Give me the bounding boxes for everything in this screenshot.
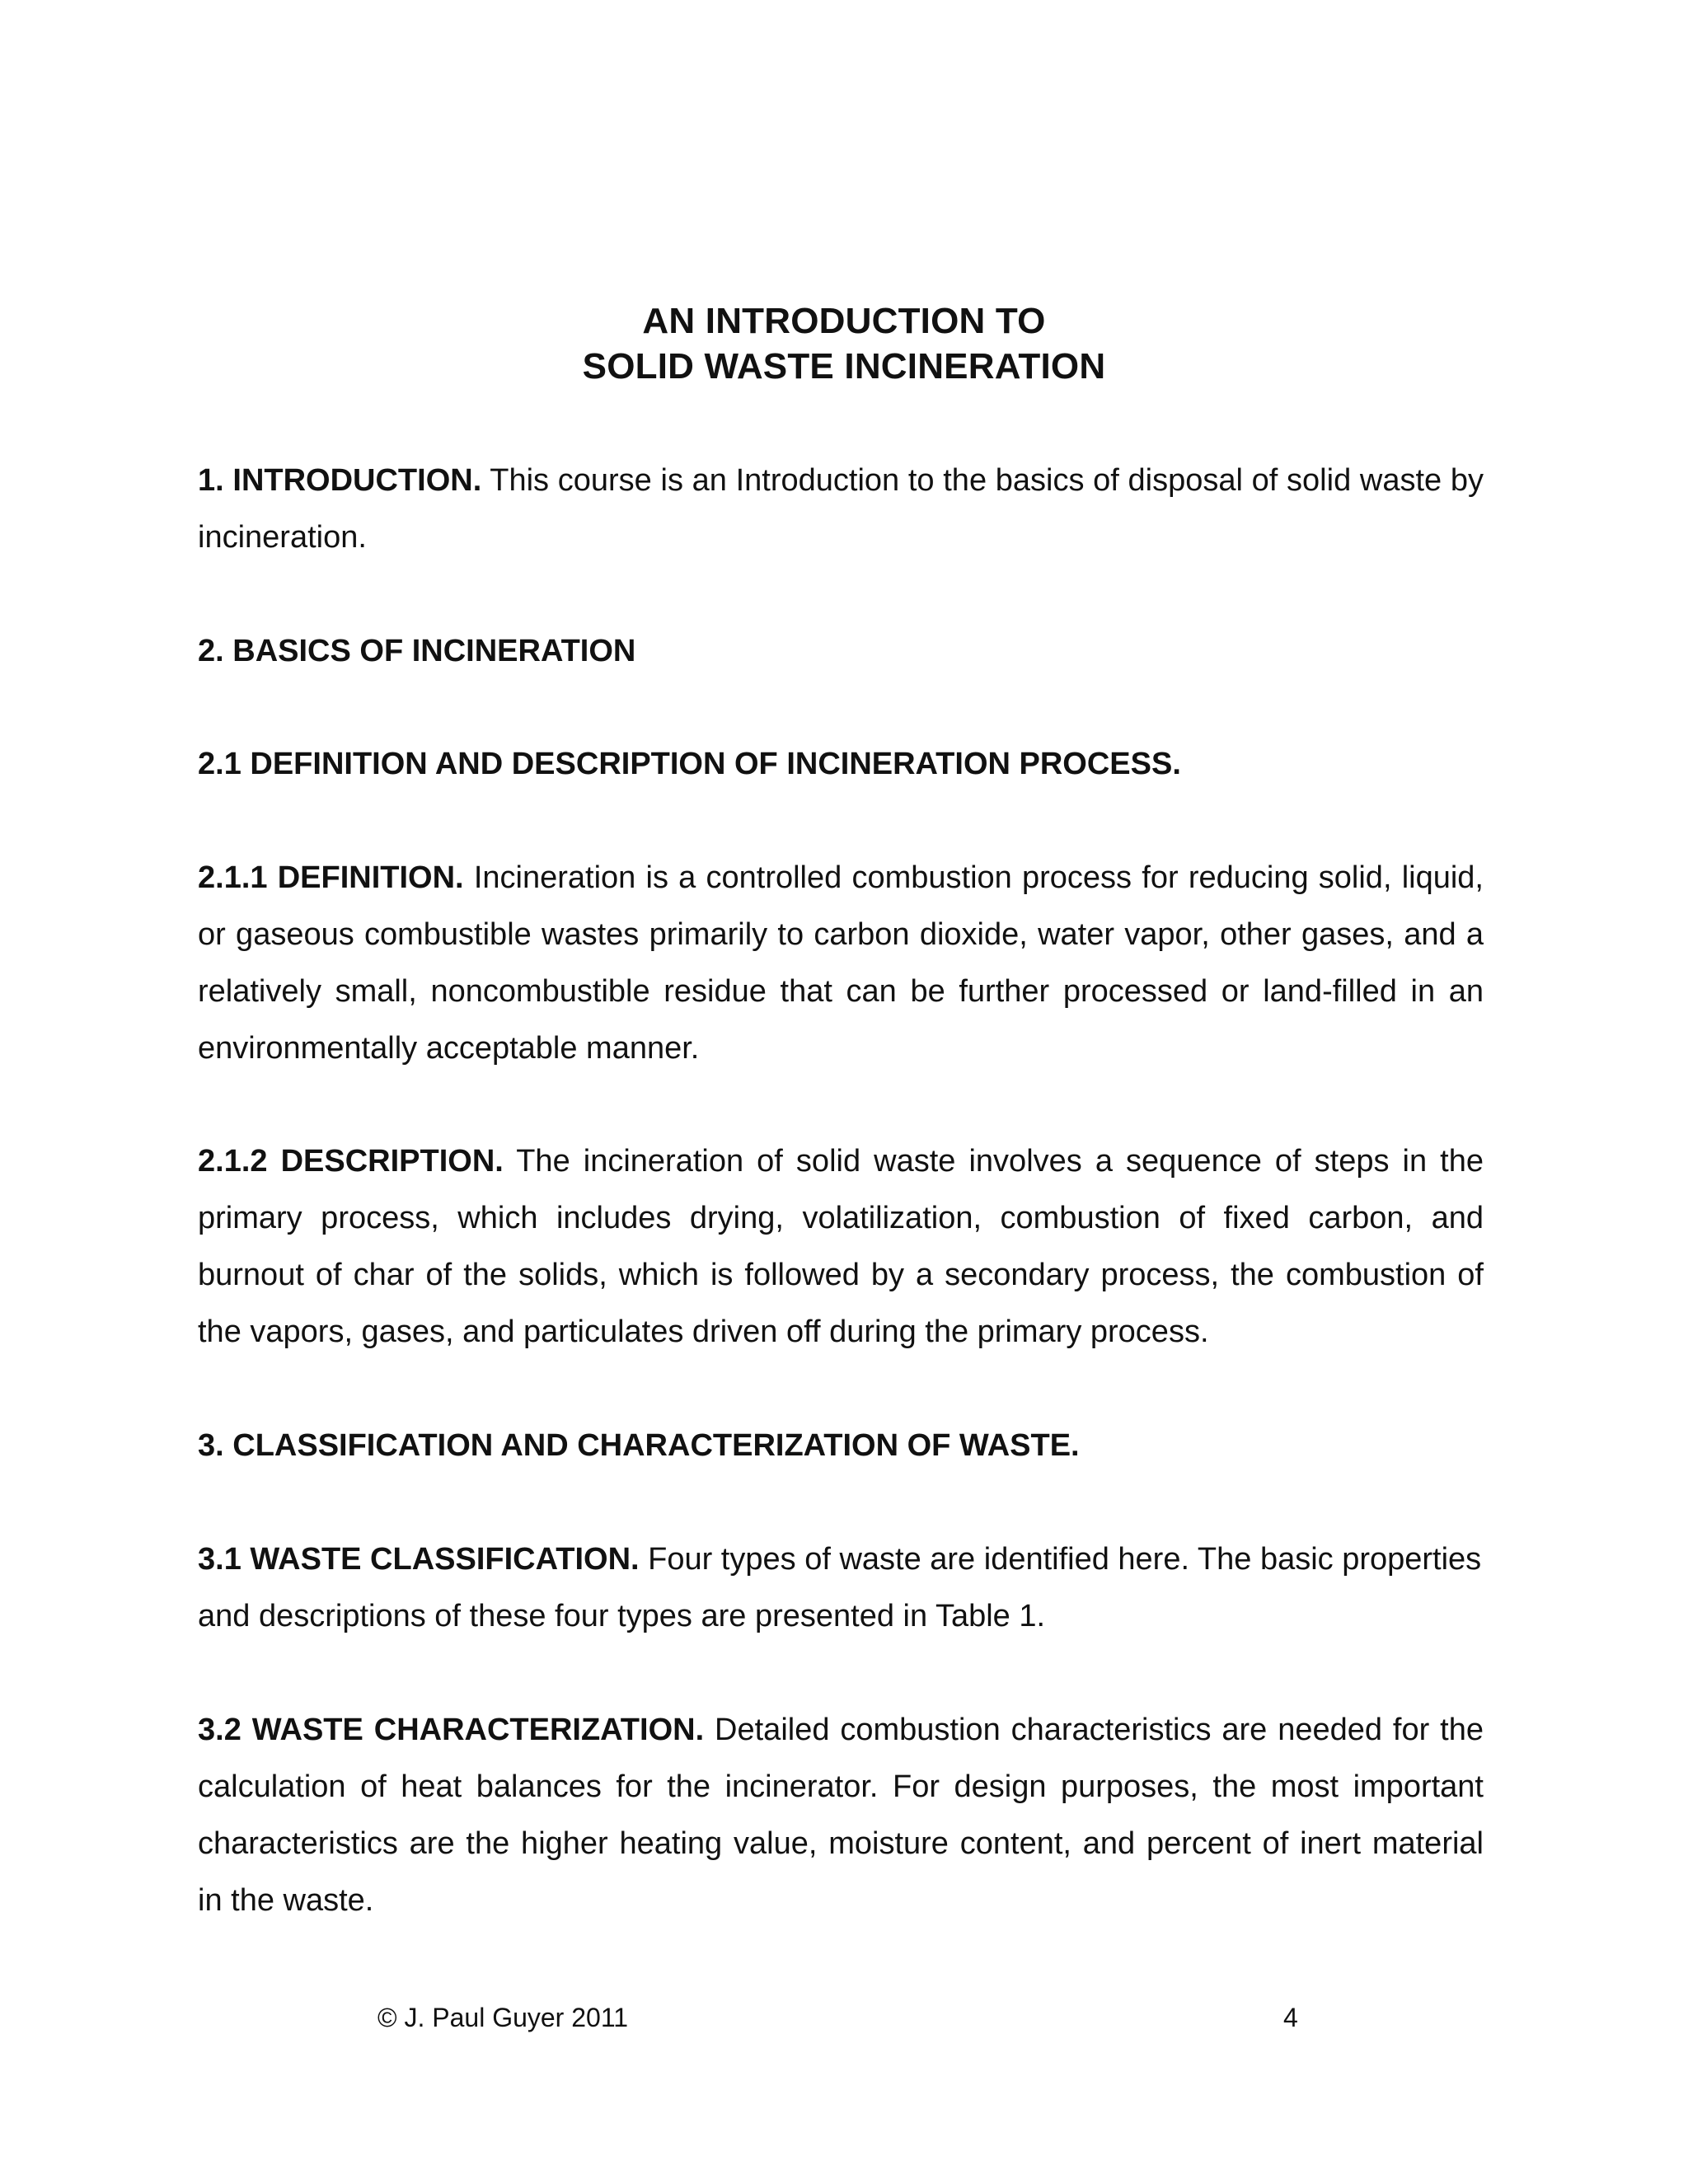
section-text-introduction: This course is an Introduction to the basics of disposal of solid waste by incineration.	[198, 463, 1484, 555]
section-description	[198, 1133, 1484, 1361]
section-text-waste-classification: Four types of waste are identified here. The basic properties and descriptions of these four types are presented in Table 1.	[198, 1542, 1482, 1633]
section-heading-basics: 2. BASICS OF INCINERATION	[198, 634, 636, 668]
section-introduction	[198, 452, 1484, 566]
section-text-definition: Incineration is a controlled combustion process for reducing solid, liquid, or gaseous combustible wastes primarily to carbon dioxide, water vapor, other gases, and a relatively small, noncombustible residue that can be further processed or land-filled in an environmentally acceptable manner.	[198, 860, 1484, 1066]
section-waste-characterization	[198, 1702, 1484, 1929]
section-definition	[198, 850, 1484, 1077]
section-heading-waste-characterization: 3.2 WASTE CHARACTERIZATION.	[198, 1713, 705, 1747]
document-title-line-2: SOLID WASTE INCINERATION	[582, 346, 1106, 387]
section-heading-introduction: 1. INTRODUCTION.	[198, 463, 482, 498]
section-heading-definition-description: 2.1 DEFINITION AND DESCRIPTION OF INCINERATION PROCESS.	[198, 747, 1181, 781]
section-heading-classification-characterization: 3. CLASSIFICATION AND CHARACTERIZATION OF WASTE.	[198, 1428, 1080, 1463]
section-heading-description: 2.1.2 DESCRIPTION.	[198, 1144, 504, 1179]
document-title-line-1: AN INTRODUCTION TO	[642, 301, 1046, 341]
section-text-description: The incineration of solid waste involves a sequence of steps in the primary process, which includes drying, volatilization, combustion of fixed carbon, and burnout of char of the solids, which is followed by a secondary process, the combustion of the vapors, gases, and particulates driven off during the primary process.	[198, 1144, 1484, 1349]
footer-page-number: 4	[1283, 2003, 1298, 2032]
footer-copyright: © J. Paul Guyer 2011	[377, 2003, 629, 2032]
section-text-waste-characterization: Detailed combustion characteristics are needed for the calculation of heat balances for the incinerator. For design purposes, the most important characteristics are the higher heating value, moisture content, and percent of inert material in the waste.	[198, 1713, 1484, 1918]
section-heading-waste-classification: 3.1 WASTE CLASSIFICATION.	[198, 1542, 640, 1577]
section-heading-definition: 2.1.1 DEFINITION.	[198, 860, 464, 895]
section-waste-classification	[198, 1531, 1484, 1645]
